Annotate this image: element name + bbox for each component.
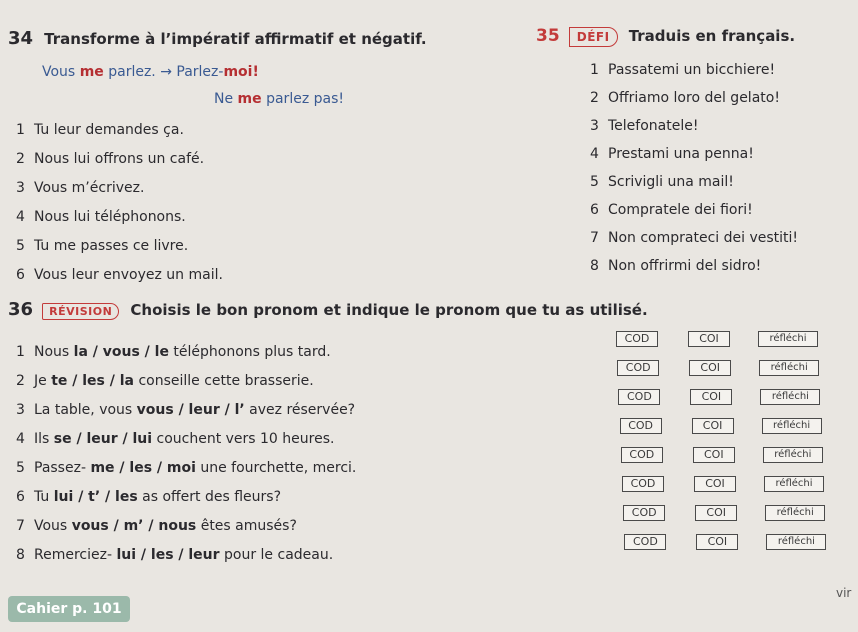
ex34-example-text: Vous (42, 64, 76, 80)
pronoun-options[interactable]: vous / leur / l’ (136, 402, 245, 418)
ex35-item (590, 230, 798, 246)
item-number: 7 (590, 230, 599, 246)
ex34-item (16, 151, 204, 167)
ex35-header (536, 26, 795, 47)
item-number: 3 (16, 180, 25, 196)
reflechi-option[interactable]: réfléchi (764, 476, 824, 492)
coi-option[interactable]: COI (693, 447, 735, 463)
reflechi-option[interactable]: réfléchi (762, 418, 822, 434)
cod-option[interactable]: COD (616, 331, 658, 347)
ex34-example-text: parlez pas! (266, 91, 344, 107)
item-text: une fourchette, merci. (195, 460, 357, 476)
ex34-number: 34 (8, 28, 34, 49)
item-text: Vous (34, 518, 72, 534)
item-text: avez réservée? (244, 402, 356, 418)
defi-badge: DÉFI (569, 27, 618, 47)
cod-option[interactable]: COD (624, 534, 666, 550)
item-number: 3 (16, 402, 25, 418)
cod-option[interactable]: COD (618, 389, 660, 405)
coi-option[interactable]: COI (696, 534, 738, 550)
ex34-example-pronoun: moi (223, 64, 253, 80)
item-text: Je (34, 373, 52, 389)
item-number: 2 (590, 90, 599, 106)
item-number: 7 (16, 518, 25, 534)
item-number: 4 (16, 209, 25, 225)
ex35-item (590, 174, 734, 190)
cod-option[interactable]: COD (622, 476, 664, 492)
revision-badge: RÉVISION (42, 303, 119, 320)
corner-text: vir (836, 586, 852, 600)
ex34-example-text: parlez. → Parlez- (108, 64, 224, 80)
item-text: Nous (34, 344, 74, 360)
item-number: 5 (16, 460, 25, 476)
item-text: êtes amusés? (196, 518, 297, 534)
item-number: 1 (16, 122, 25, 138)
coi-option[interactable]: COI (694, 476, 736, 492)
reflechi-option[interactable]: réfléchi (758, 331, 818, 347)
item-text: as offert des fleurs? (137, 489, 282, 505)
item-text: La table, vous (34, 402, 137, 418)
ex36-number: 36 (8, 299, 34, 320)
ex35-item (590, 146, 754, 162)
pronoun-options[interactable]: se / leur / lui (53, 431, 153, 447)
item-text: Vous leur envoyez un mail. (34, 267, 223, 283)
item-number: 4 (590, 146, 599, 162)
item-text: téléphonons plus tard. (168, 344, 331, 360)
item-text: Nous lui téléphonons. (34, 209, 186, 225)
ex35-item (590, 258, 761, 274)
item-text: Tu me passes ce livre. (34, 238, 189, 254)
cod-option[interactable]: COD (623, 505, 665, 521)
cod-option[interactable]: COD (621, 447, 663, 463)
item-number: 6 (16, 489, 25, 505)
item-text: Tu leur demandes ça. (34, 122, 184, 138)
ex36-item (16, 489, 281, 505)
item-number: 6 (16, 267, 25, 283)
item-number: 5 (590, 174, 599, 190)
reflechi-option[interactable]: réfléchi (766, 534, 826, 550)
ex34-item (16, 180, 144, 196)
ex36-item (16, 431, 334, 447)
ex35-item (590, 62, 775, 78)
ex36-item (16, 547, 333, 563)
item-number: 2 (16, 151, 25, 167)
cahier-reference: Cahier p. 101 (8, 596, 130, 622)
item-text: Scrivigli una mail! (608, 174, 734, 190)
ex36-item (16, 460, 356, 476)
item-text: conseille cette brasserie. (134, 373, 314, 389)
ex34-item (16, 122, 184, 138)
ex36-title: Choisis le bon pronom et indique le pronom que tu as utilisé. (130, 301, 648, 319)
ex34-item (16, 209, 186, 225)
item-text: pour le cadeau. (219, 547, 334, 563)
item-text: Non comprateci dei vestiti! (608, 230, 799, 246)
pronoun-options[interactable]: lui / les / leur (116, 547, 220, 563)
ex34-item (16, 267, 223, 283)
ex35-item (590, 90, 780, 106)
reflechi-option[interactable]: réfléchi (759, 360, 819, 376)
item-number: 8 (590, 258, 599, 274)
cod-option[interactable]: COD (620, 418, 662, 434)
ex34-example-pronoun: me (237, 91, 262, 107)
item-number: 1 (590, 62, 599, 78)
item-number: 3 (590, 118, 599, 134)
item-text: Ils (34, 431, 54, 447)
item-number: 1 (16, 344, 25, 360)
cod-option[interactable]: COD (617, 360, 659, 376)
item-text: Tu (34, 489, 54, 505)
item-number: 2 (16, 373, 25, 389)
item-text: Compratele dei fiori! (608, 202, 753, 218)
ex35-item (590, 202, 753, 218)
coi-option[interactable]: COI (688, 331, 730, 347)
ex34-header (8, 28, 427, 49)
coi-option[interactable]: COI (695, 505, 737, 521)
ex36-header (8, 299, 648, 320)
ex34-item (16, 238, 188, 254)
coi-option[interactable]: COI (692, 418, 734, 434)
ex35-number: 35 (536, 26, 560, 46)
item-number: 4 (16, 431, 25, 447)
item-number: 6 (590, 202, 599, 218)
pronoun-options[interactable]: te / les / la (51, 373, 134, 389)
ex35-item (590, 118, 698, 134)
ex34-example-text: Ne (214, 91, 234, 107)
reflechi-option[interactable]: réfléchi (760, 389, 820, 405)
reflechi-option[interactable]: réfléchi (765, 505, 825, 521)
ex35-title: Traduis en français. (628, 27, 796, 45)
item-text: Remerciez- (34, 547, 117, 563)
ex36-item (16, 518, 297, 534)
ex34-title: Transforme à l’impératif affirmatif et négatif. (44, 30, 427, 48)
item-text: Offriamo loro del gelato! (608, 90, 780, 106)
ex34-example-2 (214, 91, 344, 107)
item-text: Passez- (34, 460, 91, 476)
ex34-example-punct: ! (252, 64, 259, 80)
item-number: 5 (16, 238, 25, 254)
pronoun-options[interactable]: lui / t’ / les (53, 489, 138, 505)
ex36-item (16, 402, 355, 418)
item-text: Prestami una penna! (608, 146, 754, 162)
pronoun-options[interactable]: vous / m’ / nous (71, 518, 197, 534)
item-text: Passatemi un bicchiere! (608, 62, 776, 78)
coi-option[interactable]: COI (689, 360, 731, 376)
item-number: 8 (16, 547, 25, 563)
pronoun-options[interactable]: me / les / moi (90, 460, 196, 476)
ex36-item (16, 344, 331, 360)
ex34-example-1 (42, 64, 259, 80)
item-text: couchent vers 10 heures. (152, 431, 335, 447)
ex36-item (16, 373, 314, 389)
item-text: Telefonatele! (608, 118, 699, 134)
pronoun-options[interactable]: la / vous / le (73, 344, 169, 360)
item-text: Non offrirmi del sidro! (608, 258, 762, 274)
ex34-example-pronoun: me (79, 64, 104, 80)
reflechi-option[interactable]: réfléchi (763, 447, 823, 463)
coi-option[interactable]: COI (690, 389, 732, 405)
item-text: Nous lui offrons un café. (34, 151, 205, 167)
item-text: Vous m’écrivez. (34, 180, 145, 196)
